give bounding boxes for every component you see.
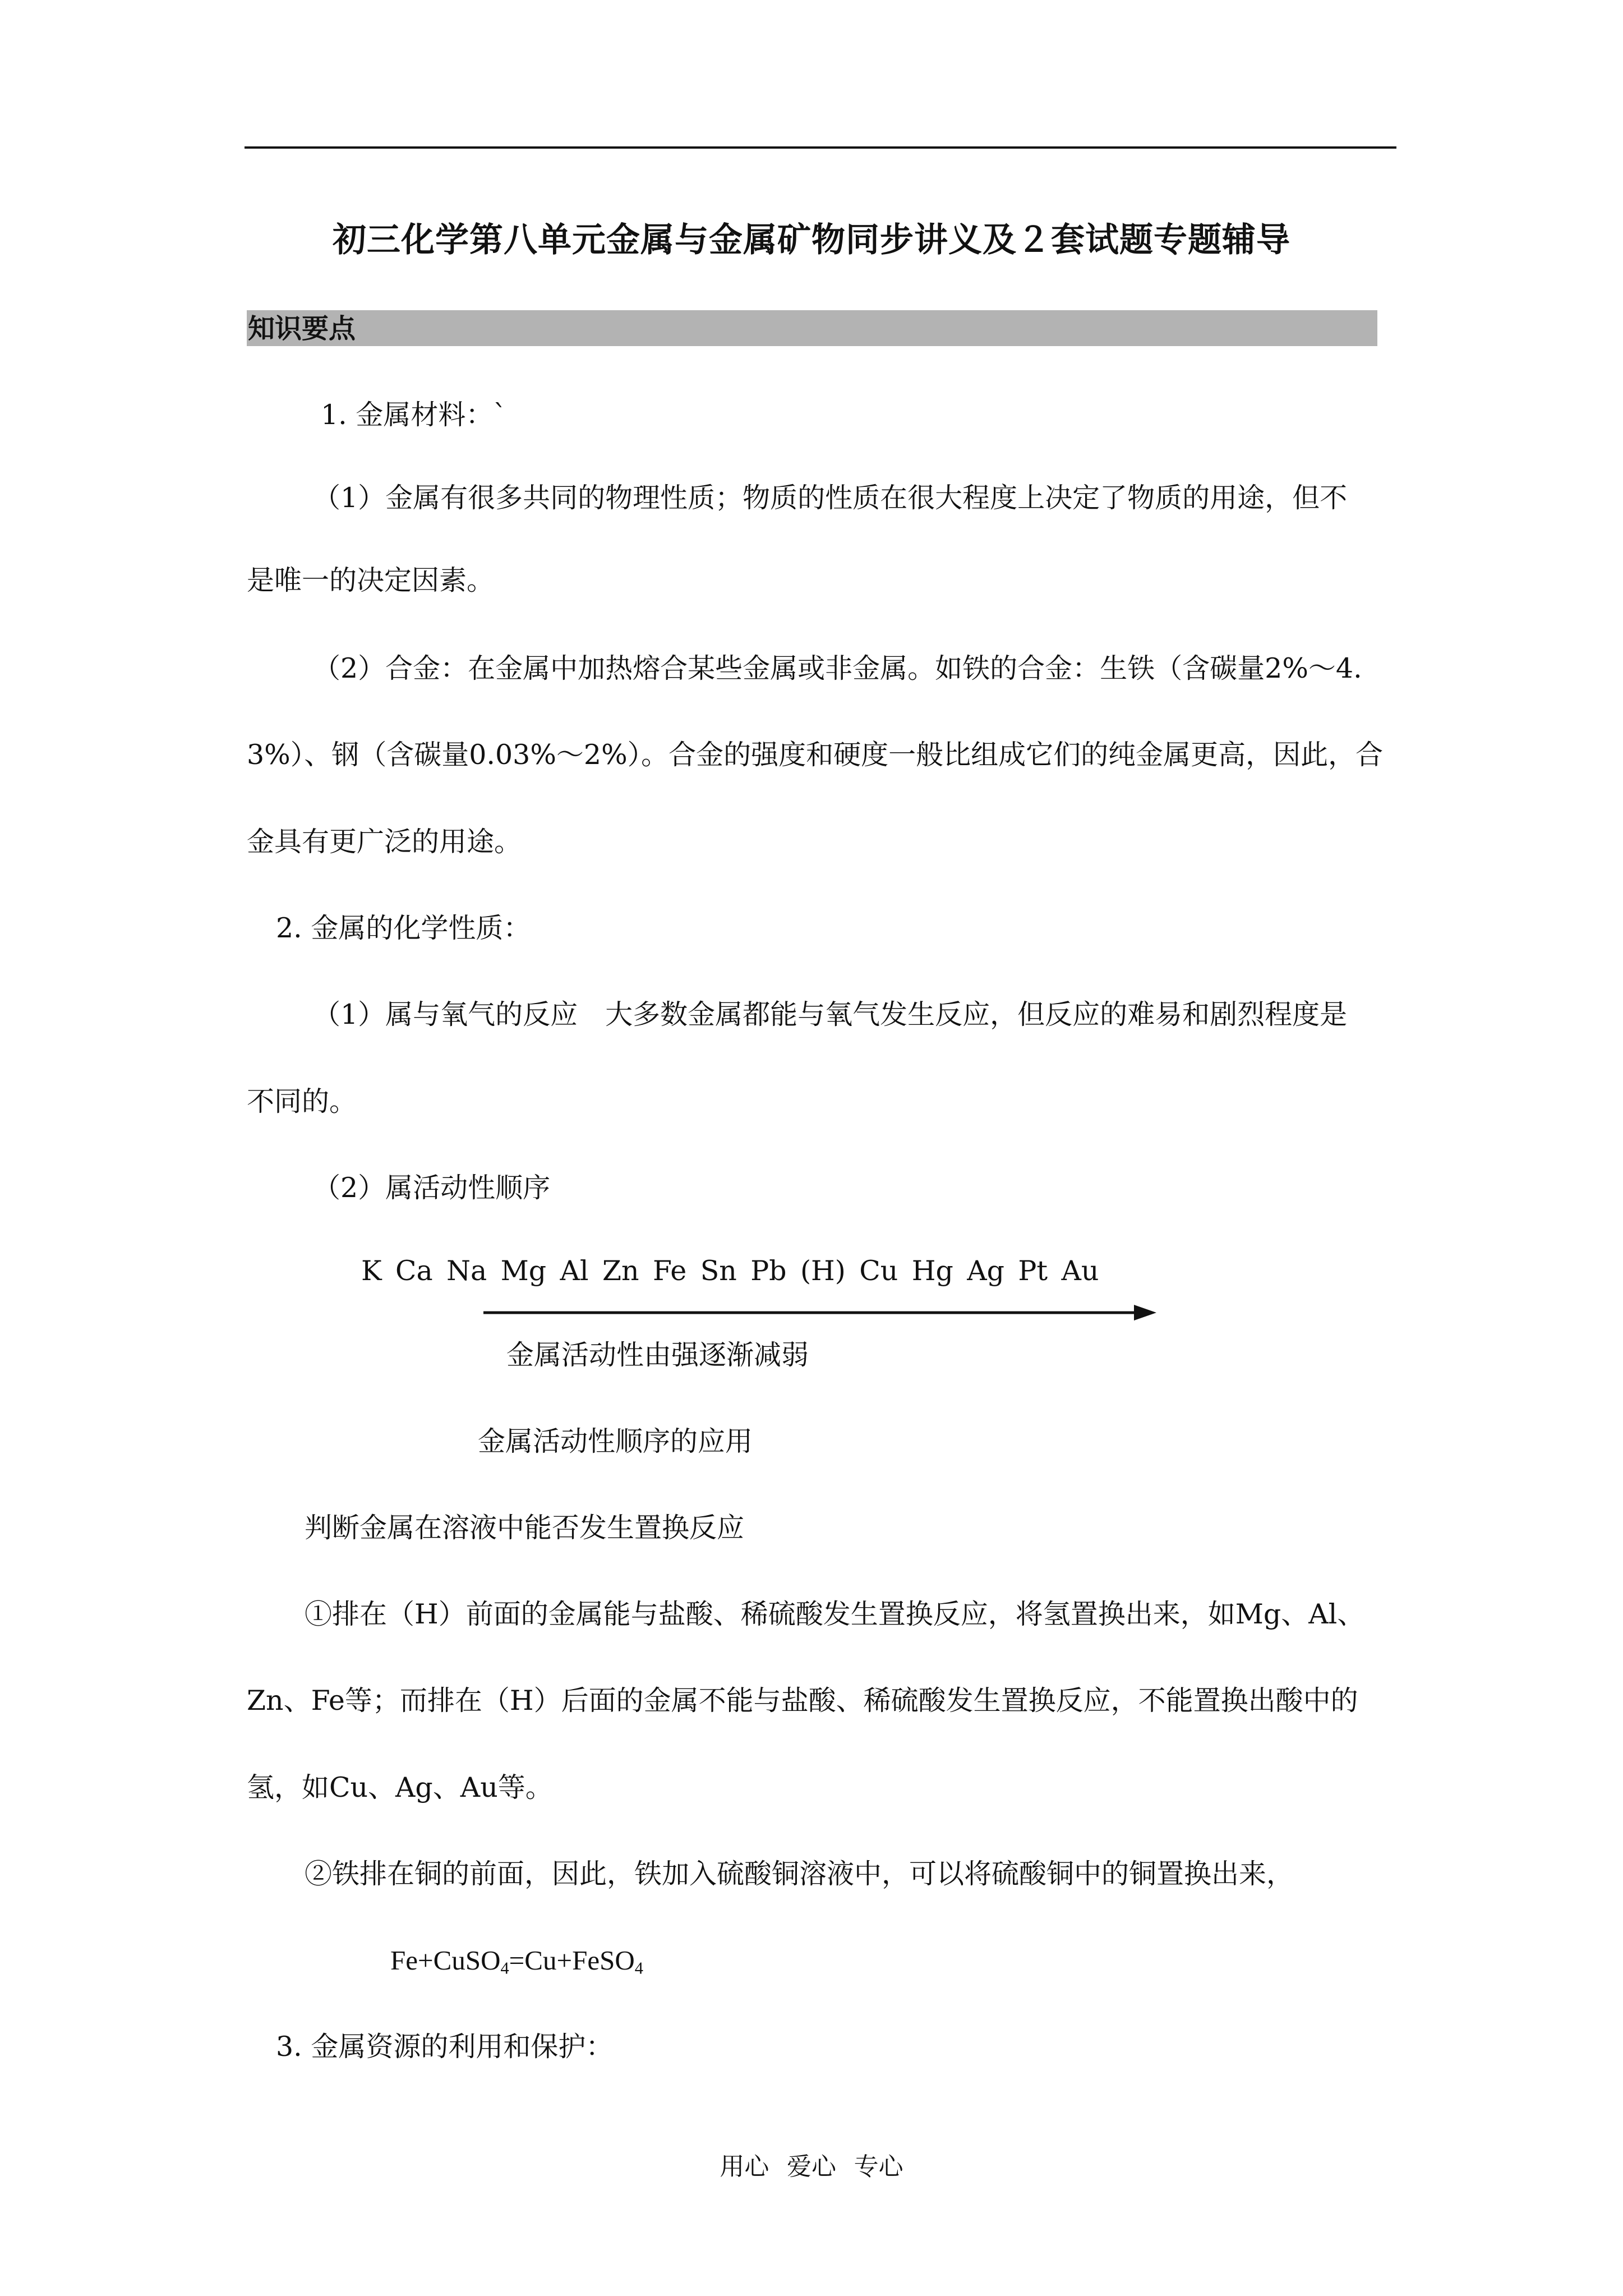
application-rule-1-line2: Zn、Fe等；而排在（H）后面的金属不能与盐酸、稀硫酸发生置换反应，不能置换出酸中的	[247, 1685, 1358, 1717]
application-rule-1-line1: ①排在（H）前面的金属能与盐酸、稀硫酸发生置换反应，将氢置换出来，如Mg、Al、	[305, 1598, 1365, 1630]
application-rule-2-line1: ②铁排在铜的前面，因此，铁加入硫酸铜溶液中，可以将硫酸铜中的铜置换出来，	[305, 1858, 1294, 1890]
activity-series-list: K Ca Na Mg Al Zn Fe Sn Pb (H) Cu Hg Ag Pt Au	[361, 1255, 1099, 1287]
heading-metal-materials: 1. 金属材料：`	[321, 399, 507, 431]
header-rule	[245, 146, 1396, 149]
heading-activity-series: （2）属活动性顺序	[313, 1172, 551, 1204]
paragraph-oxygen-reaction-line1: （1）属与氧气的反应 大多数金属都能与氧气发生反应，但反应的难易和剧烈程度是	[313, 999, 1348, 1030]
application-title: 金属活动性顺序的应用	[478, 1425, 753, 1457]
chemical-equation	[390, 1944, 643, 1977]
paragraph-physical-properties-line2: 是唯一的决定因素。	[247, 564, 495, 596]
application-subtitle: 判断金属在溶液中能否发生置换反应	[305, 1512, 745, 1544]
paragraph-physical-properties-line1: （1）金属有很多共同的物理性质；物质的性质在很大程度上决定了物质的用途，但不	[313, 482, 1348, 514]
equation-subscript-b: 4	[634, 1958, 643, 1978]
section-header-bar	[247, 310, 1377, 346]
equation-subscript-a: 4	[500, 1958, 509, 1978]
application-rule-1-line3: 氢，如Cu、Ag、Au等。	[247, 1772, 553, 1803]
paragraph-oxygen-reaction-line2: 不同的。	[247, 1085, 357, 1117]
paragraph-alloy-line3: 金具有更广泛的用途。	[247, 826, 522, 858]
heading-resource-protection: 3. 金属资源的利用和保护：	[276, 2031, 614, 2063]
heading-chemical-properties: 2. 金属的化学性质：	[276, 912, 531, 944]
activity-series-caption: 金属活动性由强逐渐减弱	[506, 1339, 809, 1371]
paragraph-alloy-line2: 3%）、钢（含碳量0.03%～2%）。合金的强度和硬度一般比组成它们的纯金属更高，因此，合	[247, 739, 1384, 771]
paragraph-alloy-line1: （2）合金：在金属中加热熔合某些金属或非金属。如铁的合金：生铁（含碳量2%～4.	[313, 652, 1362, 684]
equation-product: =Cu+FeSO	[509, 1945, 635, 1976]
section-label: 知识要点	[248, 313, 356, 344]
footer-motto: 用心 爱心 专心	[720, 2152, 903, 2181]
document-title: 初三化学第八单元金属与金属矿物同步讲义及２套试题专题辅导	[333, 220, 1290, 260]
arrow-right-icon	[483, 1301, 1156, 1324]
equation-reactant: Fe+CuSO	[390, 1945, 501, 1976]
